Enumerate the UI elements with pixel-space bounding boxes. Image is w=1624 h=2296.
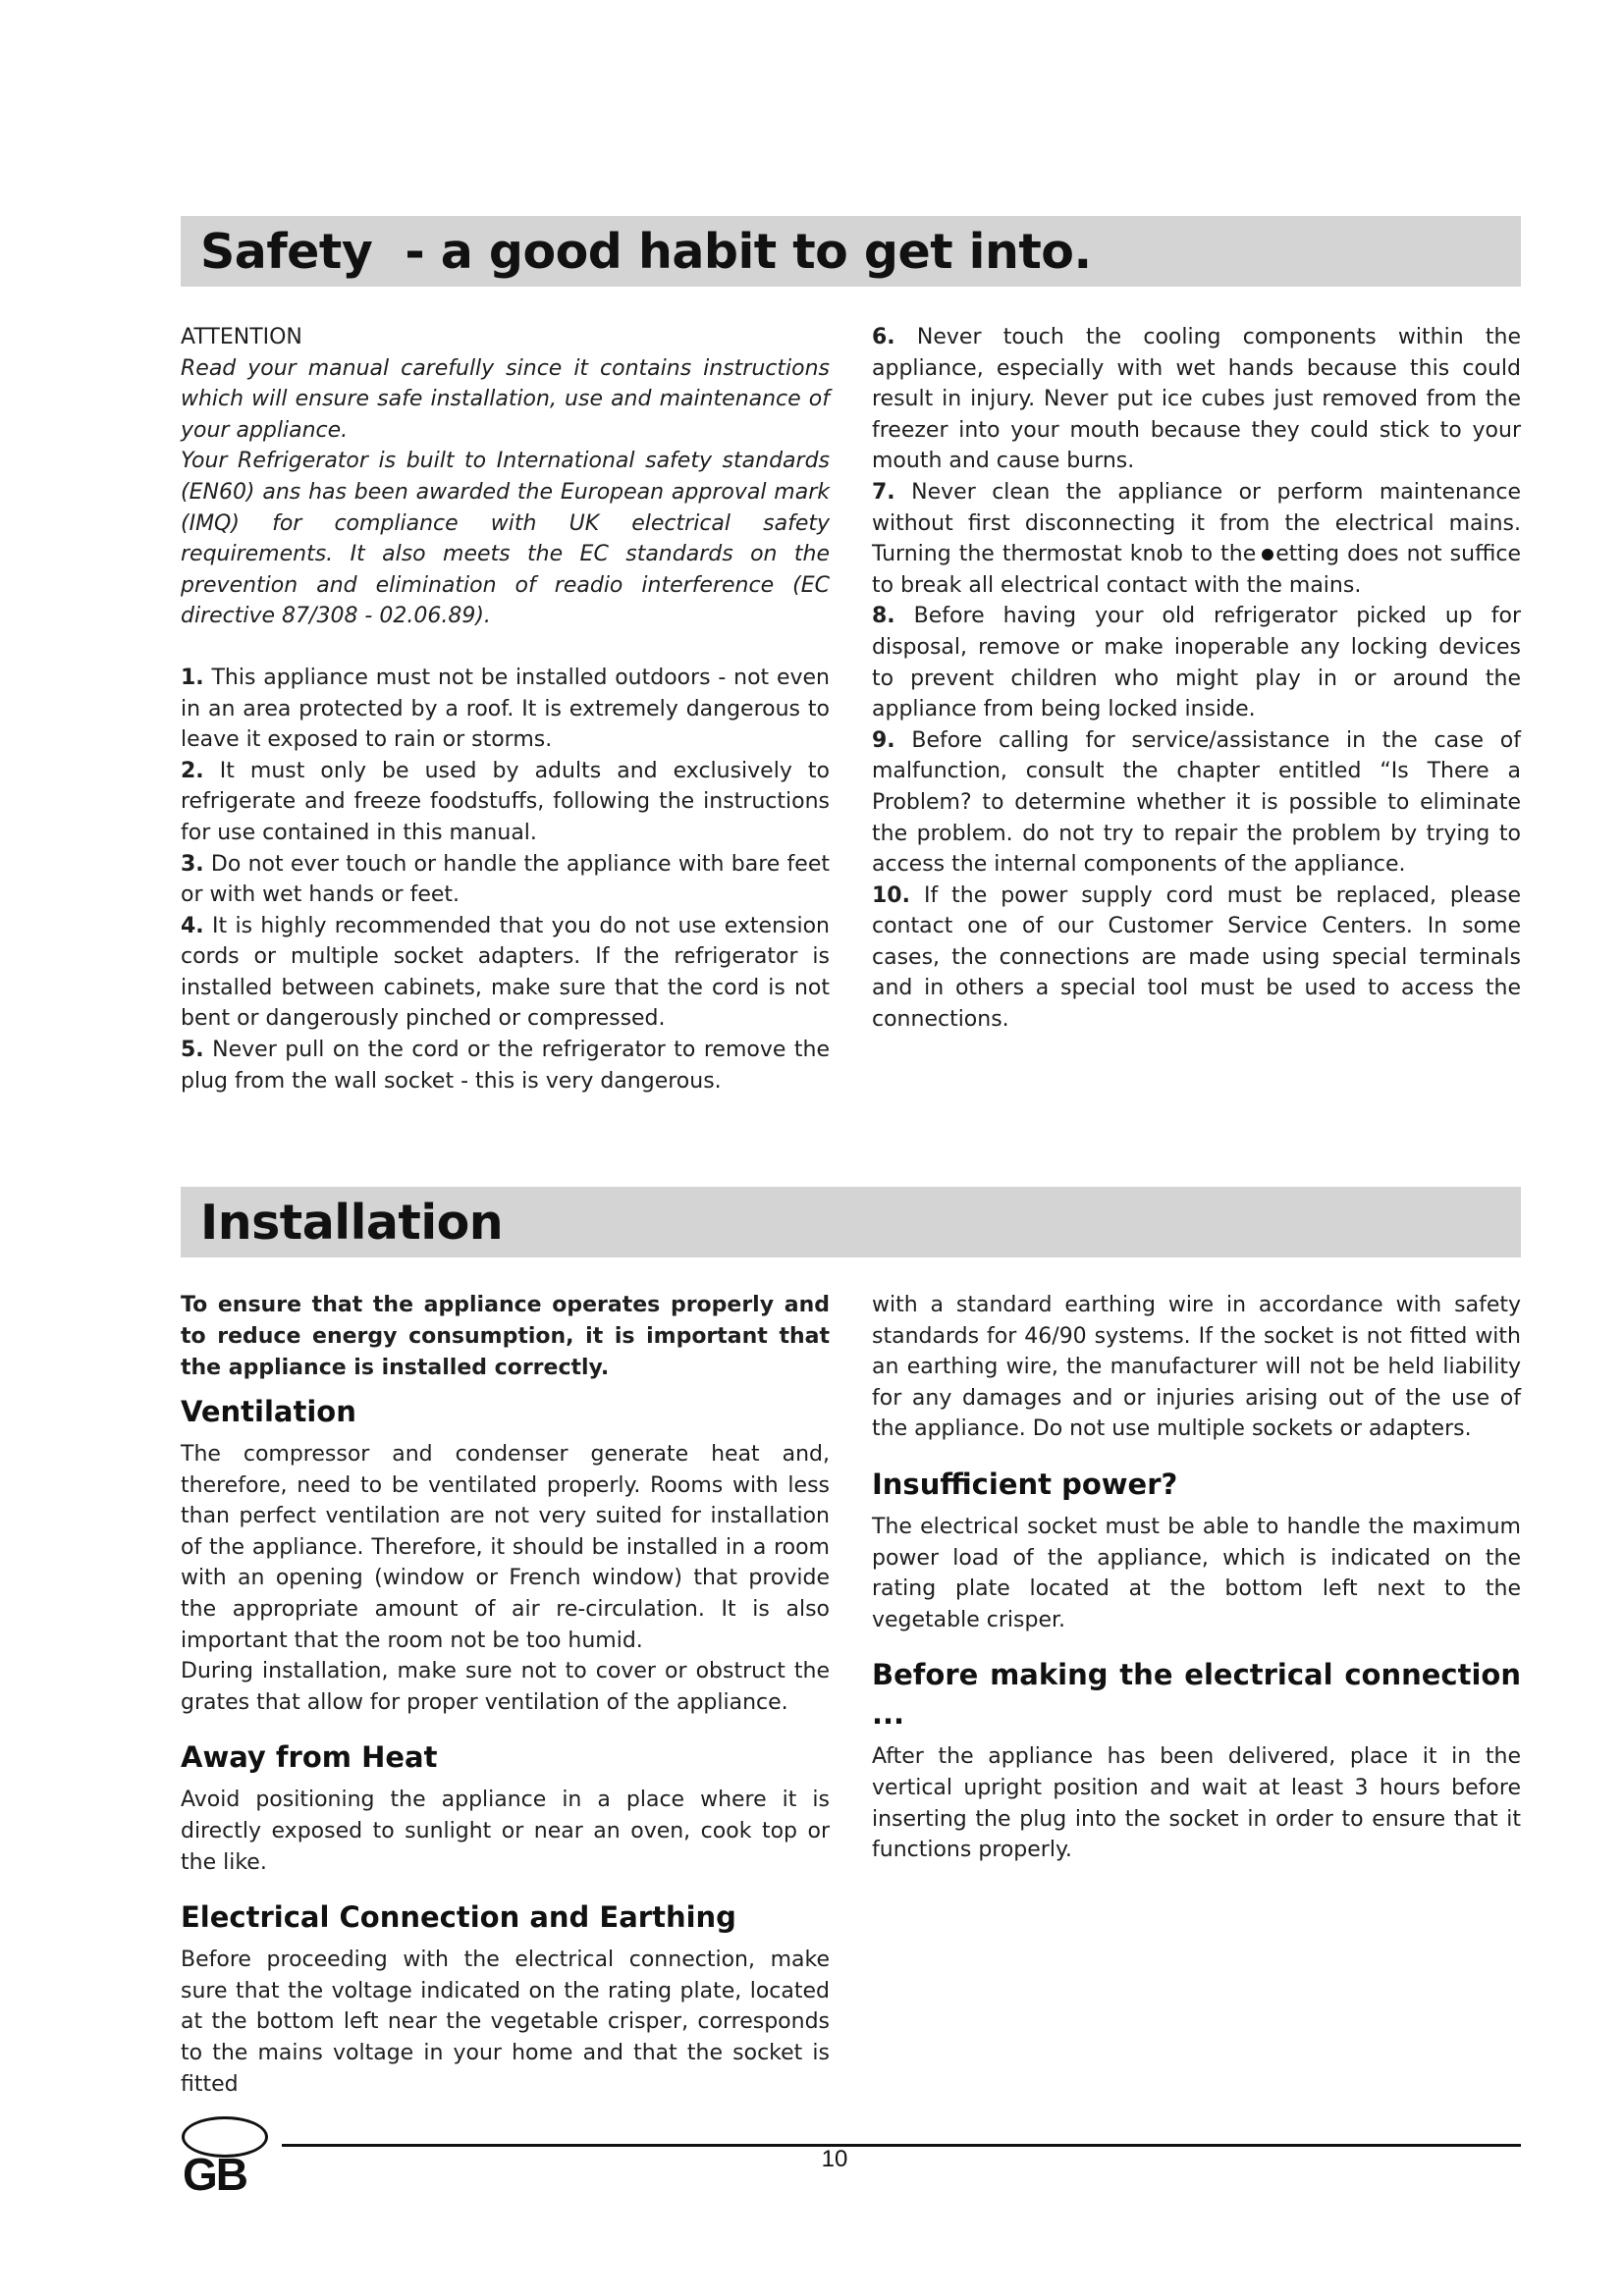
safety-item-1: 1. This appliance must not be installed outdoors - not even in an area protected by a roof. It is extremely dangerous to leave it exposed to rain or storms. [181, 665, 830, 753]
before-connection-paragraph: After the appliance has been delivered, place it in the vertical upright position and wait at least 3 hours before inserting the plug into the socket in order to ensure that it functions properly. [872, 1744, 1521, 1863]
safety-item-9: 9. Before calling for service/assistance in the case of malfunction, consult the chapter entitled “Is There a Problem? to determine whether it is possible to eliminate the problem. do not try to repair the problem by trying to access the internal components of the appliance. [872, 727, 1521, 878]
safety-item-6: 6. Never touch the cooling components within the appliance, especially with wet hands because this could result in injury. Never put ice cubes just removed from the freezer into your mouth because they could stick to your mouth and cause burns. [872, 325, 1521, 474]
safety-left-column [181, 322, 830, 1096]
safety-right-column [872, 322, 1521, 1036]
safety-item-7: 7. Never clean the appliance or perform maintenance without first disconnecting it from the electrical mains. Turning the thermostat knob to the etting does not suffice to break all electrical contact with the mains. [872, 479, 1521, 598]
installation-right-column [872, 1290, 1521, 1866]
installation-intro: To ensure that the appliance operates properly and to reduce energy consumption, it is important that the appliance is installed correctly. [181, 1293, 830, 1380]
away-from-heat-paragraph: Avoid positioning the appliance in a place where it is directly exposed to sunlight or near an oven, cook top or the like. [181, 1788, 830, 1875]
attention-text-2: Your Refrigerator is built to International safety standards (EN60) ans has been awarded the European approval mark (IMQ) for compliance with UK electrical safety requirements. It also meets the EC standards on the prevention and elimination of readio interference (EC directive 87/308 - 02.06.89). [181, 449, 830, 629]
footer-rule [282, 2144, 1521, 2147]
bullet-dot-icon [1262, 549, 1273, 561]
installation-left-column [181, 1290, 830, 2100]
electrical-connection-paragraph-part1: Before proceeding with the electrical connection, make sure that the voltage indicated on the rating plate, located at the bottom left near the vegetable crisper, corresponds to the mains voltage in your home and that the socket is fitted [181, 1948, 830, 2097]
electrical-connection-paragraph-part2: with a standard earthing wire in accordance with safety standards for 46/90 systems. If the socket is not fitted with an earthing wire, the manufacturer will not be held liability for any damages and or injuries arising out of the use of the appliance. Do not use multiple sockets or adapters. [872, 1293, 1521, 1442]
safety-item-10: 10. If the power supply cord must be replaced, please contact one of our Customer Service Centers. In some cases, the connections are made using special terminals and in others a special tool must be used to access the connections. [872, 882, 1521, 1033]
ventilation-heading: Ventilation [181, 1395, 356, 1428]
page-number: 10 [821, 2146, 848, 2172]
attention-label: ATTENTION [181, 325, 302, 349]
insufficient-power-paragraph: The electrical socket must be able to handle the maximum power load of the appliance, which is indicated on the rating plate located at the bottom left next to the vegetable crisper. [872, 1514, 1521, 1632]
safety-header-band [181, 216, 1521, 287]
away-from-heat-heading: Away from Heat [181, 1740, 438, 1775]
safety-item-5: 5. Never pull on the cord or the refrigerator to remove the plug from the wall socket - this is very dangerous. [181, 1038, 830, 1094]
before-connection-heading: Before making the electrical connection ... [872, 1658, 1521, 1732]
insufficient-power-heading: Insufficient power? [872, 1467, 1178, 1501]
safety-item-8: 8. Before having your old refrigerator picked up for disposal, remove or make inoperable any locking devices to prevent children who might play in or around the appliance from being locked inside. [872, 604, 1521, 722]
safety-item-3: 3. Do not ever touch or handle the appliance with bare feet or with wet hands or feet. [181, 851, 830, 908]
electrical-connection-heading: Electrical Connection and Earthing [181, 1900, 736, 1935]
ventilation-paragraph-2: During installation, make sure not to cover or obstruct the grates that allow for proper ventilation of the appliance. [181, 1659, 830, 1715]
installation-title: Installation [200, 1194, 504, 1251]
ventilation-paragraph-1: The compressor and condenser generate heat and, therefore, need to be ventilated properly. Rooms with less than perfect ventilation are not very suited for installation of the appliance. Therefore, it should be installed in a room with an opening (window or French window) that provide the appropriate amount of air re-circulation. It is also important that the room not be too humid. [181, 1442, 830, 1653]
safety-item-2: 2. It must only be used by adults and exclusively to refrigerate and freeze foodstuffs, following the instructions for use contained in this manual. [181, 758, 830, 845]
attention-text-1: Read your manual carefully since it contains instructions which will ensure safe installation, use and maintenance of your appliance. [181, 355, 830, 443]
installation-header-band [181, 1187, 1521, 1257]
safety-title: Safety - a good habit to get into. [200, 223, 1092, 280]
safety-item-4: 4. It is highly recommended that you do not use extension cords or multiple socket adapters. If the refrigerator is installed between cabinets, make sure that the cord is not bent or dangerously pinched or compressed. [181, 913, 830, 1032]
country-code: GB [183, 2149, 246, 2200]
